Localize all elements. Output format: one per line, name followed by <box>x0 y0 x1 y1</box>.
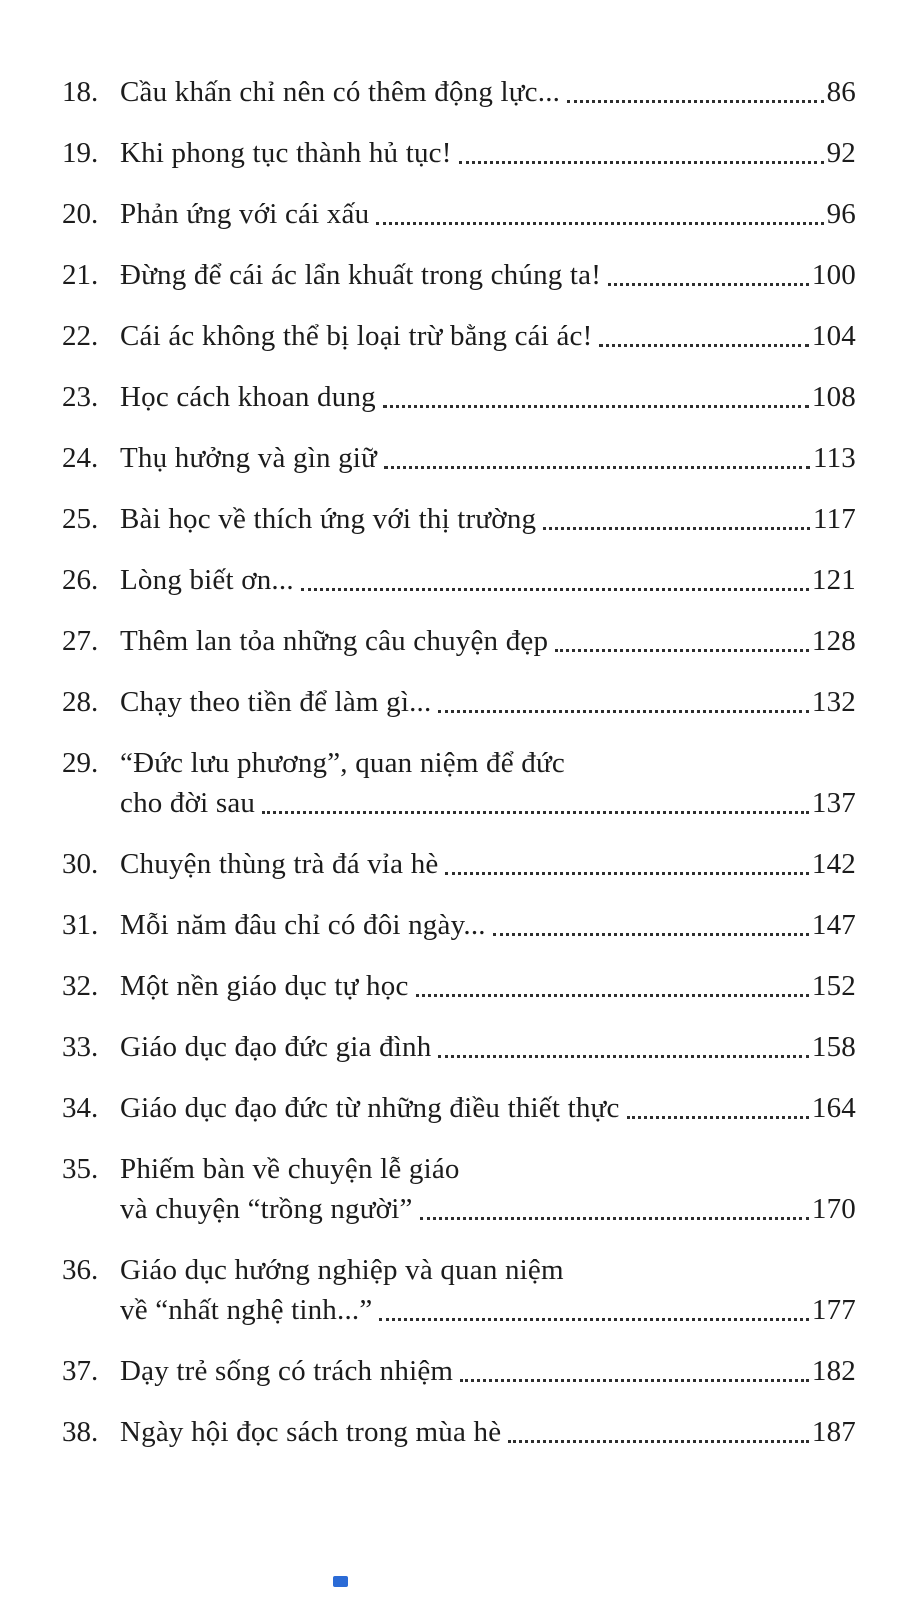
toc-entry-title: Một nền giáo dục tự học <box>120 970 409 1002</box>
toc-entry-title: Lòng biết ơn... <box>120 564 294 596</box>
toc-entry <box>62 377 856 417</box>
toc-entry <box>62 1250 856 1330</box>
toc-entry-number: 33. <box>62 1031 99 1063</box>
dotted-leader <box>301 588 809 591</box>
toc-entry <box>62 316 856 356</box>
toc-entry <box>62 844 856 884</box>
toc-entry-page-number: 187 <box>811 1416 856 1448</box>
toc-entry-title: Giáo dục đạo đức từ những điều thiết thực <box>120 1092 620 1124</box>
toc-entry <box>62 905 856 945</box>
toc-entry-title: Ngày hội đọc sách trong mùa hè <box>120 1416 502 1448</box>
toc-entry-page-number: 117 <box>812 503 856 535</box>
toc-entry-number: 21. <box>62 259 99 291</box>
toc-entry-title: Thêm lan tỏa những câu chuyện đẹp <box>120 625 549 657</box>
toc-entry-body <box>120 621 856 661</box>
toc-entry <box>62 1149 856 1229</box>
toc-entry <box>62 621 856 661</box>
toc-entry-title: Thụ hưởng và gìn giữ <box>120 442 377 474</box>
dotted-leader <box>383 405 809 408</box>
toc-entry-title: Cái ác không thể bị loại trừ bằng cái ác! <box>120 320 593 352</box>
toc-entry-last-line <box>120 1351 856 1391</box>
toc-entry <box>62 133 856 173</box>
toc-entry-body <box>120 560 856 600</box>
toc-entry-title: Cầu khấn chỉ nên có thêm động lực... <box>120 76 561 108</box>
toc-entry-page-number: 158 <box>811 1031 856 1063</box>
dotted-leader <box>459 161 824 164</box>
toc-entry-title-line: Phiếm bàn về chuyện lễ giáo <box>120 1153 460 1185</box>
toc-entry <box>62 72 856 112</box>
toc-entry-page-number: 121 <box>811 564 856 596</box>
toc-entry-body <box>120 966 856 1006</box>
toc-entry-number: 20. <box>62 198 99 230</box>
toc-entry-title: Bài học về thích ứng với thị trường <box>120 503 537 535</box>
toc-entry-title-line: “Đức lưu phương”, quan niệm để đức <box>120 747 565 779</box>
dotted-leader <box>384 466 810 469</box>
toc-entry <box>62 743 856 823</box>
dotted-leader <box>599 344 808 347</box>
toc-entry-number: 25. <box>62 503 99 535</box>
toc-entry-last-line <box>120 560 856 600</box>
toc-entry-number: 26. <box>62 564 99 596</box>
toc-entry-number: 18. <box>62 76 99 108</box>
toc-entry-number: 28. <box>62 686 99 718</box>
toc-entry-last-line <box>120 255 856 295</box>
toc-entry-body <box>120 743 856 823</box>
toc-entry-number: 27. <box>62 625 99 657</box>
toc-entry-body <box>120 377 856 417</box>
toc-entry-number: 23. <box>62 381 99 413</box>
toc-entry-page-number: 113 <box>812 442 856 474</box>
dotted-leader <box>379 1318 808 1321</box>
toc-entry-title: Chạy theo tiền để làm gì... <box>120 686 432 718</box>
toc-entry-body <box>120 499 856 539</box>
toc-entry <box>62 966 856 1006</box>
toc-entry-number: 38. <box>62 1416 99 1448</box>
toc-entry-last-line <box>120 1189 856 1229</box>
toc-entry-body <box>120 72 856 112</box>
toc-entry-last-line <box>120 1290 856 1330</box>
toc-entry-page-number: 92 <box>826 137 856 169</box>
toc-entry-last-line <box>120 1088 856 1128</box>
toc-entry-last-line <box>120 966 856 1006</box>
toc-entry-page-number: 142 <box>811 848 856 880</box>
toc-entry-body <box>120 1149 856 1229</box>
toc-entry <box>62 1412 856 1452</box>
dotted-leader <box>438 710 808 713</box>
dotted-leader <box>445 872 808 875</box>
toc-entry <box>62 560 856 600</box>
toc-entry-last-line <box>120 316 856 356</box>
toc-entry-body <box>120 682 856 722</box>
dotted-leader <box>420 1217 809 1220</box>
toc-entry <box>62 1027 856 1067</box>
toc-entry-page-number: 132 <box>811 686 856 718</box>
toc-entry-page-number: 100 <box>811 259 856 291</box>
toc-entry-body <box>120 316 856 356</box>
toc-list <box>62 72 856 1452</box>
toc-entry-number: 36. <box>62 1254 99 1286</box>
toc-entry-number: 32. <box>62 970 99 1002</box>
toc-entry-body <box>120 255 856 295</box>
toc-entry-title: Học cách khoan dung <box>120 381 376 413</box>
scan-artifact-mark <box>333 1576 348 1587</box>
toc-entry-body <box>120 438 856 478</box>
toc-entry-last-line <box>120 499 856 539</box>
dotted-leader <box>416 994 809 997</box>
dotted-leader <box>460 1379 809 1382</box>
toc-entry-title: và chuyện “trồng người” <box>120 1193 413 1225</box>
toc-entry-number: 24. <box>62 442 99 474</box>
dotted-leader <box>376 222 823 225</box>
dotted-leader <box>543 527 810 530</box>
toc-entry-body <box>120 1412 856 1452</box>
toc-entry-title-line: Giáo dục hướng nghiệp và quan niệm <box>120 1254 564 1286</box>
toc-entry-last-line <box>120 377 856 417</box>
toc-entry-body <box>120 1088 856 1128</box>
toc-entry <box>62 194 856 234</box>
toc-entry-title: Chuyện thùng trà đá vỉa hè <box>120 848 439 880</box>
toc-entry-page-number: 164 <box>811 1092 856 1124</box>
toc-entry-number: 22. <box>62 320 99 352</box>
toc-entry-page-number: 182 <box>811 1355 856 1387</box>
toc-entry-last-line <box>120 1027 856 1067</box>
toc-entry <box>62 1088 856 1128</box>
toc-entry-body <box>120 1351 856 1391</box>
toc-entry <box>62 438 856 478</box>
toc-entry-last-line <box>120 783 856 823</box>
dotted-leader <box>438 1055 808 1058</box>
toc-entry-number: 34. <box>62 1092 99 1124</box>
toc-entry-last-line <box>120 1412 856 1452</box>
dotted-leader <box>627 1116 809 1119</box>
toc-entry-last-line <box>120 682 856 722</box>
toc-entry-last-line <box>120 194 856 234</box>
toc-entry-body <box>120 194 856 234</box>
toc-entry-title: Giáo dục đạo đức gia đình <box>120 1031 432 1063</box>
toc-entry-page-number: 177 <box>811 1294 856 1326</box>
toc-entry <box>62 682 856 722</box>
toc-entry-page-number: 86 <box>826 76 856 108</box>
toc-entry-last-line <box>120 438 856 478</box>
toc-entry-number: 37. <box>62 1355 99 1387</box>
toc-entry-title: về “nhất nghệ tinh...” <box>120 1294 373 1326</box>
toc-entry-last-line <box>120 905 856 945</box>
dotted-leader <box>493 933 809 936</box>
toc-entry-title: Dạy trẻ sống có trách nhiệm <box>120 1355 454 1387</box>
toc-entry-body <box>120 905 856 945</box>
toc-entry <box>62 499 856 539</box>
toc-entry-page-number: 96 <box>826 198 856 230</box>
toc-entry <box>62 255 856 295</box>
toc-entry-title: Đừng để cái ác lẩn khuất trong chúng ta! <box>120 259 602 291</box>
toc-entry-body <box>120 844 856 884</box>
toc-entry-page-number: 128 <box>811 625 856 657</box>
toc-entry-title: Khi phong tục thành hủ tục! <box>120 137 452 169</box>
toc-entry-last-line <box>120 844 856 884</box>
toc-entry-title: Phản ứng với cái xấu <box>120 198 370 230</box>
toc-entry-last-line <box>120 133 856 173</box>
toc-entry <box>62 1351 856 1391</box>
toc-entry-last-line <box>120 72 856 112</box>
toc-entry-page-number: 108 <box>811 381 856 413</box>
dotted-leader <box>262 811 809 814</box>
toc-entry-body <box>120 133 856 173</box>
toc-entry-number: 29. <box>62 747 99 779</box>
toc-entry-number: 35. <box>62 1153 99 1185</box>
toc-entry-number: 31. <box>62 909 99 941</box>
toc-entry-page-number: 147 <box>811 909 856 941</box>
dotted-leader <box>555 649 809 652</box>
toc-entry-body <box>120 1027 856 1067</box>
toc-entry-body <box>120 1250 856 1330</box>
toc-entry-number: 19. <box>62 137 99 169</box>
toc-entry-number: 30. <box>62 848 99 880</box>
toc-entry-page-number: 104 <box>811 320 856 352</box>
dotted-leader <box>567 100 824 103</box>
toc-entry-title: Mỗi năm đâu chỉ có đôi ngày... <box>120 909 486 941</box>
dotted-leader <box>608 283 809 286</box>
toc-entry-page-number: 137 <box>811 787 856 819</box>
toc-entry-title: cho đời sau <box>120 787 256 819</box>
toc-entry-page-number: 170 <box>811 1193 856 1225</box>
toc-entry-last-line <box>120 621 856 661</box>
toc-entry-page-number: 152 <box>811 970 856 1002</box>
dotted-leader <box>508 1440 809 1443</box>
